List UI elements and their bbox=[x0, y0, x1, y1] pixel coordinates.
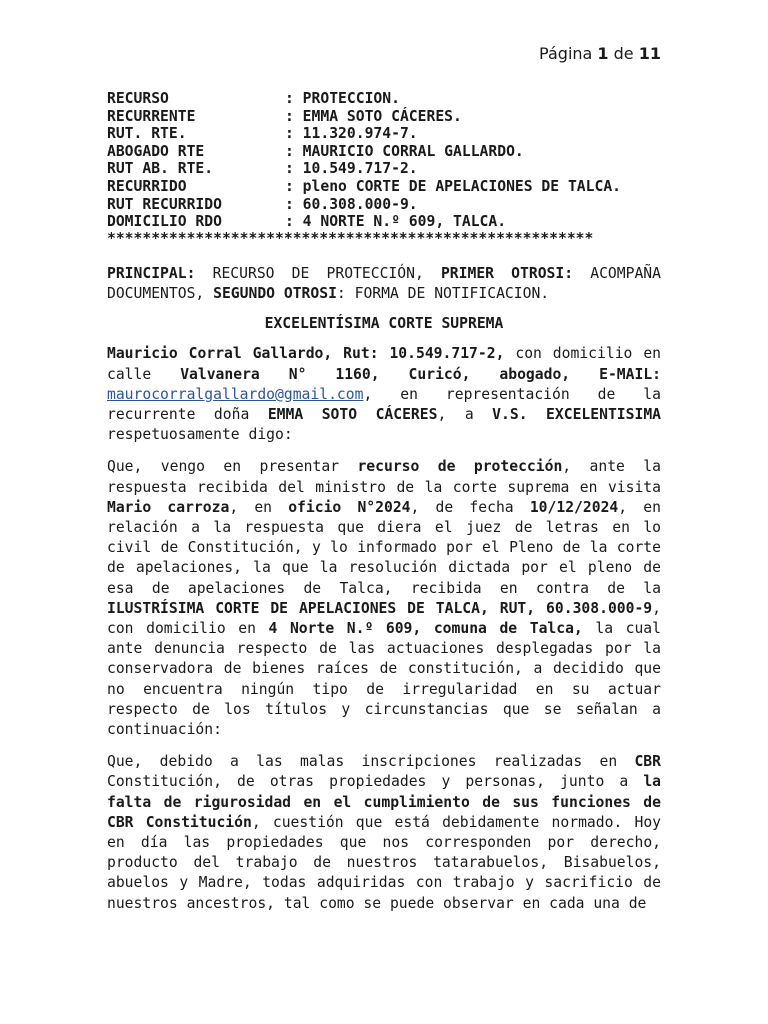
segundo-otrosi-text: : FORMA DE NOTIFICACION. bbox=[336, 284, 550, 302]
para-text: , en relación a la respuesta que diera el juez de letras en lo civil de Constitución, y lo informado por el Pleno de la corte de apelaciones, la que la resolución dictada por el pleno de esa de apelaciones de Talca, recibida en contra de la bbox=[107, 498, 661, 597]
para-bold: 4 Norte N.º 609, comuna de Talca, bbox=[268, 620, 583, 637]
intro-text: , en representación de la recurrente doña bbox=[107, 385, 661, 423]
lawyer-name: Mauricio Corral Gallardo, Rut: 10.549.717-2, bbox=[107, 345, 505, 363]
intro-text: , a bbox=[437, 405, 493, 423]
segundo-otrosi-label: SEGUNDO OTROSI bbox=[213, 284, 337, 302]
principal-label: PRINCIPAL: bbox=[107, 264, 196, 282]
header-label: ABOGADO RTE bbox=[107, 142, 205, 160]
header-row-recurso bbox=[107, 90, 661, 108]
addressee: V.S. EXCELENTISIMA bbox=[492, 405, 662, 423]
para-text: Que, debido a las malas inscripciones realizadas en bbox=[107, 753, 635, 771]
para-text: la cual ante denuncia respecto de las actuaciones desplegadas por la conservadora de bienes raíces de constitución, a decidido que no encuentra ningún tipo de irregularidad en su actuar respecto de los títulos y circunstancias que se señalan a continuación: bbox=[107, 620, 661, 739]
header-label: RECURSO bbox=[107, 90, 169, 107]
para-text: , cuestión que está debidamente normado. Hoy en día las propiedades que nos corresponden por derecho, producto del trabajo de nuestros tatarabuelos, Bisabuelos, abuelos y Madre, todas adquiridas con trabajo y sacrificio de nuestros ancestros, tal como se puede observar en cada una de bbox=[107, 813, 662, 912]
header-label: RUT RECURRIDO bbox=[107, 195, 222, 213]
header-value: : MAURICIO CORRAL GALLARDO. bbox=[285, 142, 524, 160]
para-text: Que, vengo en presentar bbox=[107, 458, 358, 476]
body-paragraph-1 bbox=[107, 457, 661, 740]
header-value: : 10.549.717-2. bbox=[285, 160, 418, 178]
email-link[interactable]: maurocorralgallardo@gmail.com bbox=[107, 385, 364, 403]
header-row-recurrente bbox=[107, 108, 661, 126]
document-body bbox=[107, 90, 661, 914]
intro-paragraph bbox=[107, 344, 661, 445]
para-bold: la falta de rigurosidad en el cumplimiento de sus funciones de CBR Constitución bbox=[107, 773, 661, 831]
header-row-recurrido bbox=[107, 178, 661, 196]
para-text: , con domicilio en bbox=[107, 599, 661, 637]
page-current: 1 bbox=[597, 44, 609, 63]
header-row-rut-abogado bbox=[107, 160, 661, 178]
para-text: , ante la respuesta recibida del ministro de la corte suprema en visita bbox=[107, 458, 661, 496]
header-label: RECURRIDO bbox=[107, 177, 187, 195]
header-value: : 60.308.000-9. bbox=[285, 195, 418, 213]
para-text: Constitución, de otras propiedades y personas, junto a bbox=[107, 773, 644, 791]
body-paragraph-2 bbox=[107, 752, 661, 914]
court-title: EXCELENTÍSIMA CORTE SUPREMA bbox=[264, 315, 504, 333]
para-text: , de fecha bbox=[410, 498, 530, 516]
header-label: RECURRENTE bbox=[107, 107, 196, 125]
header-value: : EMMA SOTO CÁCERES. bbox=[285, 107, 462, 125]
page-total: 11 bbox=[638, 44, 661, 63]
primer-otrosi-label: PRIMER OTROSI: bbox=[440, 264, 574, 282]
page-prefix: Página bbox=[539, 44, 598, 63]
header-row-abogado bbox=[107, 143, 661, 161]
client-name: EMMA SOTO CÁCERES bbox=[267, 405, 438, 423]
header-row-rut-rte bbox=[107, 125, 661, 143]
para-bold: ILUSTRÍSIMA CORTE DE APELACIONES DE TALCA, RUT, 60.308.000-9 bbox=[107, 599, 653, 617]
primer-otrosi-text: ACOMPAÑA DOCUMENTOS, bbox=[107, 264, 661, 302]
separator-line: ******************************************************* bbox=[107, 231, 594, 246]
para-text: , en bbox=[229, 498, 289, 516]
header-value: : 4 NORTE N.º 609, TALCA. bbox=[285, 213, 507, 231]
intro-text: respetuosamente digo: bbox=[107, 426, 293, 444]
lawyer-address: Valvanera N° 1160, Curicó, abogado, E-MAIL: bbox=[180, 365, 662, 383]
header-value: : PROTECCION. bbox=[285, 90, 400, 107]
header-label: DOMICILIO RDO bbox=[107, 213, 222, 231]
principal-text: RECURSO DE PROTECCIÓN, bbox=[195, 264, 441, 282]
intro-text: con domicilio en calle bbox=[107, 345, 662, 383]
para-bold: 10/12/2024 bbox=[529, 498, 619, 516]
header-row-domicilio bbox=[107, 213, 661, 231]
para-bold: recurso de protección bbox=[357, 458, 563, 476]
page-number bbox=[539, 44, 661, 64]
header-label: RUT. RTE. bbox=[107, 125, 187, 143]
header-label: RUT AB. RTE. bbox=[107, 160, 214, 178]
case-header bbox=[107, 90, 661, 231]
summary-paragraph bbox=[107, 264, 661, 304]
header-value: : pleno CORTE DE APELACIONES DE TALCA. bbox=[285, 177, 622, 195]
para-bold: CBR bbox=[634, 753, 661, 771]
para-bold: Mario carroza bbox=[107, 498, 230, 516]
header-value: : 11.320.974-7. bbox=[285, 125, 418, 143]
para-bold: oficio N°2024 bbox=[288, 498, 411, 516]
header-row-rut-recurrido bbox=[107, 196, 661, 214]
page-middle: de bbox=[608, 44, 639, 63]
